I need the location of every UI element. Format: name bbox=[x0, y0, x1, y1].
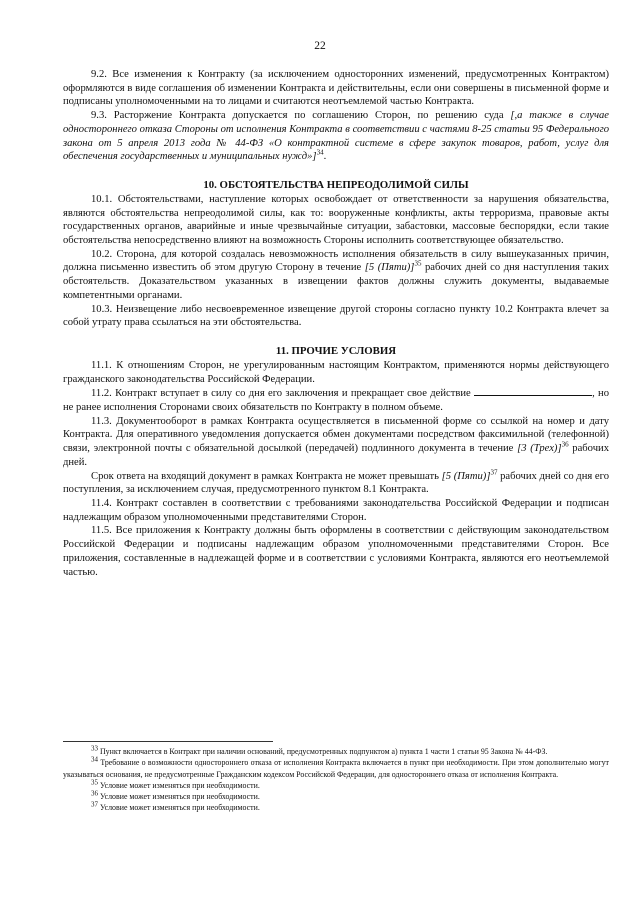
clause-10-2-text: 10.2. Сторона, для которой создалась невозможность исполнения обязательств в силу вышеуказанных причин, должна письменно известить об этом другую Сторону в течение bbox=[63, 248, 609, 274]
footnote-number: 36 bbox=[91, 789, 98, 798]
footnote-34 bbox=[63, 757, 609, 780]
section-heading-11: 11. ПРОЧИЕ УСЛОВИЯ bbox=[275, 344, 397, 357]
footnote-35 bbox=[63, 780, 609, 791]
footnote-text: Требование о возможности одностороннего отказа от исполнения Контракта включается в пункт при необходимости. При этом дополнительно могут указываться основания, не предусмотренные Гражданским кодексом Российской Федерации, для одностороннего отказа от исполнения Контракта. bbox=[63, 758, 609, 779]
footnote-36 bbox=[63, 791, 609, 802]
clause-reply-term bbox=[63, 470, 609, 497]
clause-9-3-text: 9.3. Расторжение Контракта допускается по соглашению Сторон, по решению суда bbox=[91, 110, 504, 122]
clause-11-2 bbox=[63, 386, 609, 414]
footnote-text: Условие может изменяться при необходимости. bbox=[98, 780, 260, 790]
clause-10-2-term: [5 (Пяти)] bbox=[364, 262, 415, 274]
blank-date-field[interactable] bbox=[474, 386, 592, 396]
footnote-number: 34 bbox=[91, 755, 98, 764]
clause-11-3-term: [3 (Трех)] bbox=[517, 443, 562, 455]
reply-term-end: рабочих дней со дня его поступления, за исключением случая, предусмотренного пунктом 8.1 Контракта. bbox=[63, 470, 610, 496]
clause-11-3-text: 11.3. Документооборот в рамках Контракта осуществляется в письменной форме со ссылкой на номер и дату Контракта. Для оперативного уведомления допускается обмен документами посредством факсимильной (телефонной) связи, электронной почты с обязательной досылкой (передачей) подлинного документа в течение bbox=[63, 415, 609, 455]
reply-term-text: Срок ответа на входящий документ в рамках Контракта не может превышать bbox=[91, 470, 439, 482]
clause-10-2-end: рабочих дней со дня наступления таких обстоятельств. Доказательством указанных в извещении фактов должны служить документы, выдаваемые компетентными органами. bbox=[63, 262, 609, 301]
clause-11-3-end: рабочих дней. bbox=[63, 443, 609, 468]
footnote-separator bbox=[63, 741, 273, 742]
clause-11-2-end: , но не ранее исполнения Сторонами своих обязательств по Контракту в полном объеме. bbox=[63, 388, 610, 414]
footnote-ref-35[interactable]: 35 bbox=[414, 259, 422, 268]
footnote-ref-37[interactable]: 37 bbox=[490, 468, 498, 477]
clause-9-2: 9.2. Все изменения к Контракту (за исключением односторонних изменений, предусмотренных Контрактом) оформляются в виде соглашения об изменении Контракта и действительны, если они совершены в письменной форме и подписаны уполномоченными на то лицами и считаются неотъемлемой частью Контракта. bbox=[63, 69, 609, 108]
footnote-number: 35 bbox=[91, 778, 98, 787]
footnote-37 bbox=[63, 802, 609, 813]
clause-11-5: 11.5. Все приложения к Контракту должны быть оформлены в соответствии с действующим законодательством Российской Федерации и подписаны надлежащим образом уполномоченными представителями Сторон. Все приложения, составленные в надлежащей форме и в соответствии с условиями Контракта, являются его неотъемлемой частью. bbox=[63, 525, 609, 578]
page-number: 22 bbox=[314, 40, 326, 52]
clause-11-2-text: 11.2. Контракт вступает в силу со дня его заключения и прекращает свое действие bbox=[91, 388, 471, 400]
footnote-number: 37 bbox=[91, 800, 98, 809]
footnote-ref-36[interactable]: 36 bbox=[561, 440, 569, 449]
clause-9-3-optional-text: [,а также в случае одностороннего отказа Стороны от исполнения Контракта в соответствии с частями 8-25 статьи 95 Федерального закона от 5 апреля 2013 года № 44-ФЗ «О контрактной системе в сфере закупок товаров, работ, услуг для обеспечения государственных и муниципальных нужд»] bbox=[63, 110, 609, 163]
footnote-33 bbox=[63, 746, 609, 757]
section-heading-10: 10. ОБСТОЯТЕЛЬСТВА НЕПРЕОДОЛИМОЙ СИЛЫ bbox=[203, 178, 469, 191]
clause-11-4: 11.4. Контракт составлен в соответствии с требованиями законодательства Российской Федерации и подписан надлежащим образом уполномоченными представителями Сторон. bbox=[63, 497, 609, 523]
reply-term-value: [5 (Пяти)] bbox=[441, 470, 491, 482]
footnote-text: Условие может изменяться при необходимости. bbox=[98, 803, 260, 813]
clause-9-3 bbox=[63, 109, 609, 164]
clause-10-3: 10.3. Неизвещение либо несвоевременное извещение другой стороны согласно пункту 10.2 Контракта влечет за собой утрату права ссылаться на эти обстоятельства. bbox=[63, 303, 609, 329]
clause-10-2 bbox=[63, 248, 609, 303]
footnote-text: Условие может изменяться при необходимости. bbox=[98, 792, 260, 802]
footnote-text: Пункт включается в Контракт при наличии оснований, предусмотренных подпунктом а) пункта 1 части 1 статьи 95 Закона № 44-ФЗ. bbox=[98, 747, 548, 756]
clause-11-3 bbox=[63, 415, 609, 470]
footnotes bbox=[63, 741, 609, 814]
footnote-number: 33 bbox=[91, 744, 98, 753]
clause-11-1: 11.1. К отношениям Сторон, не урегулированным настоящим Контрактом, применяются нормы действующего гражданского законодательства Российской Федерации. bbox=[63, 359, 609, 385]
clause-10-1: 10.1. Обстоятельствами, наступление которых освобождает от ответственности за нарушения обязательства, являются обстоятельства непреодолимой силы, как то: вооруженные конфликты, акты терроризма, правовые акты государственных органов, аварийные и иные чрезвычайные ситуации, забастовки, массовые беспорядки, если такие обстоятельства непосредственно влияют на возможность Стороны исполнить соответствующее обязательство. bbox=[63, 193, 609, 247]
clause-9-3-end: . bbox=[323, 151, 327, 163]
document-body bbox=[63, 68, 609, 579]
footnote-ref-34[interactable]: 34 bbox=[316, 148, 324, 157]
